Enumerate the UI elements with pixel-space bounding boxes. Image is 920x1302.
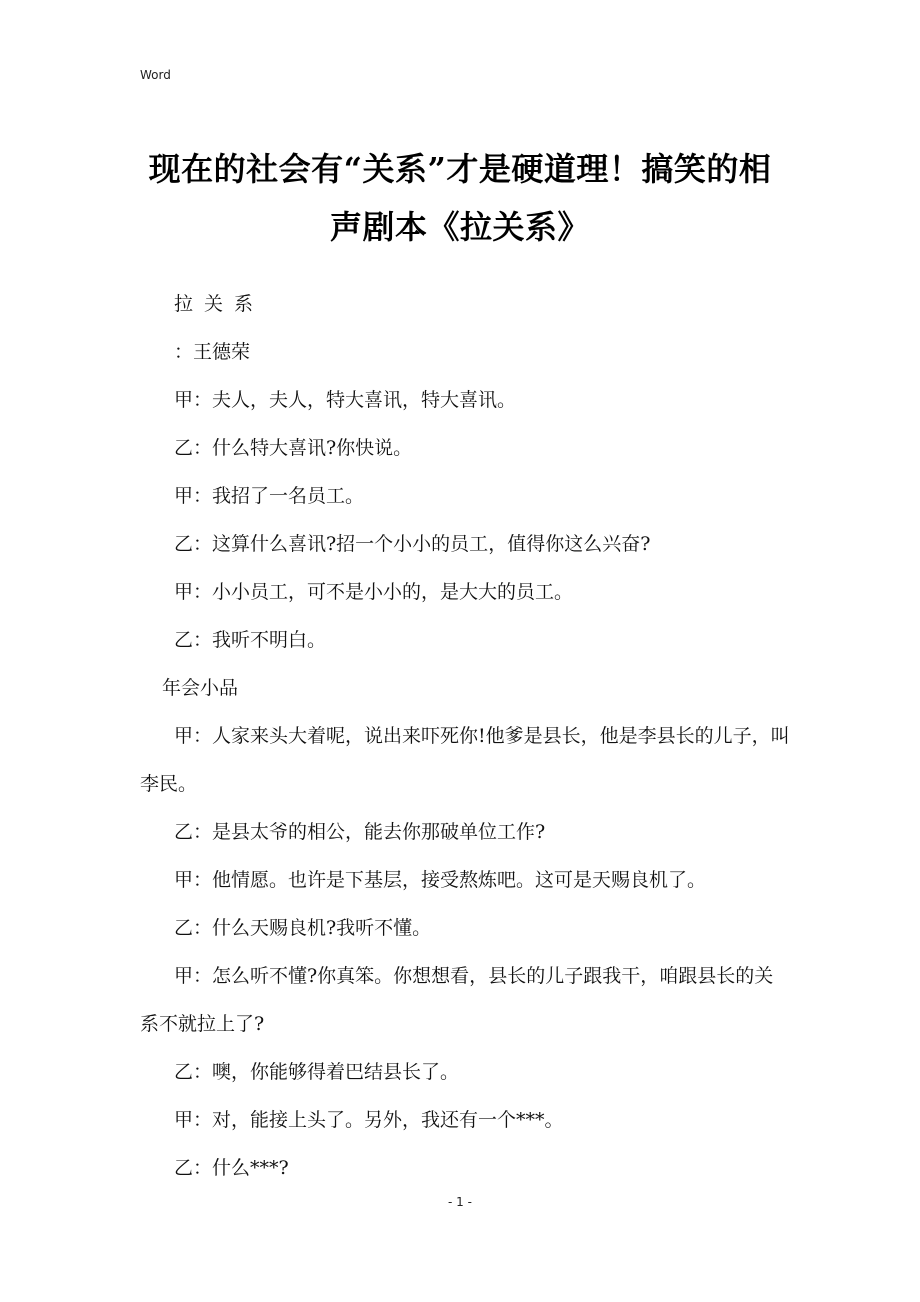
title-line-1: 现在的社会有“关系”才是硬道理！搞笑的相 bbox=[148, 150, 772, 188]
dialogue-line: 乙：什么特大喜讯?你快说。 bbox=[174, 437, 413, 459]
dialogue-line: 乙：我听不明白。 bbox=[174, 629, 327, 651]
dialogue-line: 乙：是县太爷的相公，能去你那破单位工作? bbox=[174, 821, 546, 843]
document-body bbox=[140, 280, 790, 1192]
dialogue-line: 乙：什么***? bbox=[174, 1157, 289, 1179]
title-line-2: 声剧本《拉关系》 bbox=[329, 208, 590, 246]
header-label: Word bbox=[140, 68, 171, 82]
author-line: ：王德荣 bbox=[174, 341, 251, 363]
dialogue-line: 甲：他情愿。也许是下基层，接受熬炼吧。这可是天赐良机了。 bbox=[174, 869, 707, 891]
section-heading: 拉关系 bbox=[174, 293, 265, 315]
page-number: - 1 - bbox=[448, 1195, 472, 1209]
dialogue-line: 甲：我招了一名员工。 bbox=[174, 485, 365, 507]
inline-note: 年会小品 bbox=[162, 677, 239, 699]
document-title bbox=[120, 140, 800, 256]
dialogue-line: 甲：小小员工，可不是小小的，是大大的员工。 bbox=[174, 581, 574, 603]
dialogue-line: 乙：什么天赐良机?我听不懂。 bbox=[174, 917, 432, 939]
dialogue-line: 乙：噢，你能够得着巴结县长了。 bbox=[174, 1061, 460, 1083]
dialogue-line: 乙：这算什么喜讯?招一个小小的员工，值得你这么兴奋? bbox=[174, 533, 651, 555]
dialogue-line: 甲：夫人，夫人，特大喜讯，特大喜讯。 bbox=[174, 389, 517, 411]
dialogue-line: 甲：人家来头大着呢，说出来吓死你!他爹是县长，他是李县长的儿子，叫李民。 bbox=[140, 725, 790, 795]
dialogue-line: 甲：怎么听不懂?你真笨。你想想看，县长的儿子跟我干，咱跟县长的关系不就拉上了? bbox=[140, 965, 774, 1035]
dialogue-line: 甲：对，能接上头了。另外，我还有一个***。 bbox=[174, 1109, 564, 1131]
